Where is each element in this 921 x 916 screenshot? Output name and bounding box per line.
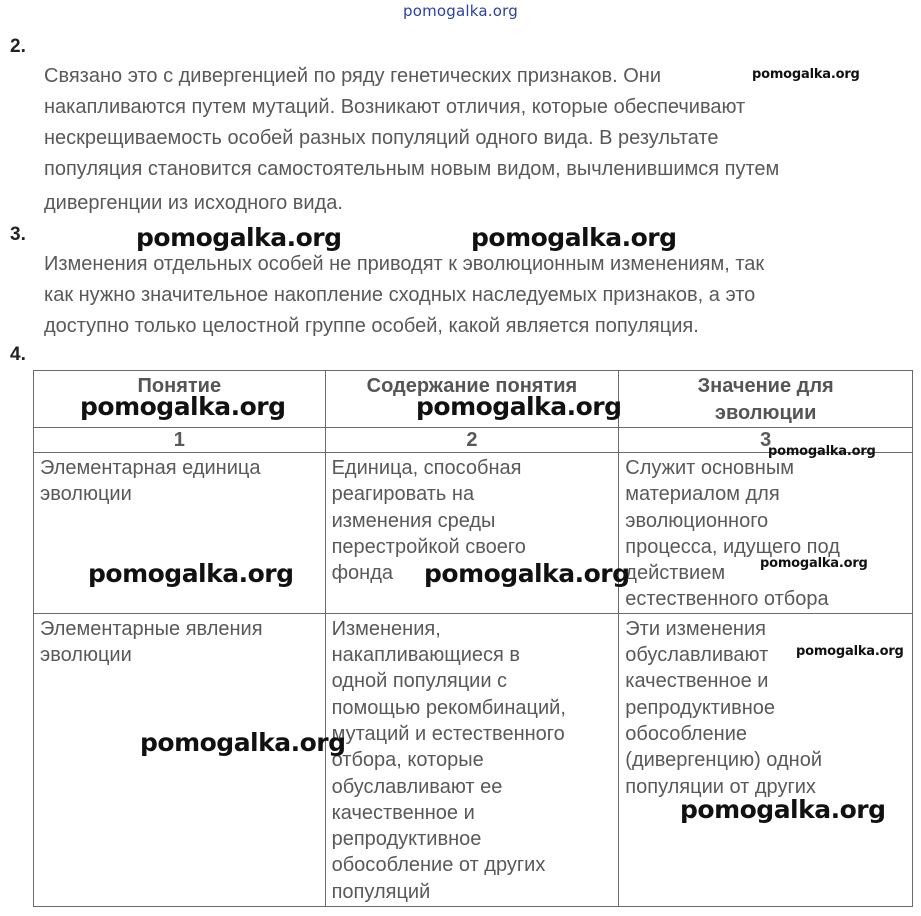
cell-line: Элементарная единица — [40, 457, 261, 479]
table-cell — [325, 613, 619, 906]
table-cell — [325, 453, 619, 614]
watermark: pomogalka.org — [80, 392, 286, 421]
watermark: pomogalka.org — [424, 559, 630, 588]
cell-line: (дивергенцию) одной — [625, 749, 822, 772]
cell-line: Единица, способная — [331, 457, 522, 479]
paragraph-line: популяция становится самостоятельным новым видом, вычленившимся путем — [44, 158, 780, 180]
cell-line: материалом для — [625, 483, 780, 506]
cell-line: Служит основным — [625, 457, 794, 479]
cell-line: отбора, которые — [331, 749, 484, 772]
header-line: эволюции — [714, 402, 817, 424]
cell-line: одной популяции с — [331, 670, 508, 693]
cell-line: фонда — [331, 562, 394, 585]
top-watermark: pomogalka.org — [403, 2, 518, 20]
column-index: 1 — [34, 428, 326, 453]
paragraph-line: Изменения отдельных особей не приводят к эволюционным изменениям, так — [44, 253, 765, 275]
table-row — [34, 453, 913, 614]
cell-line: изменения среды — [331, 509, 496, 532]
cell-line: качественное и — [331, 801, 475, 824]
paragraph-line: как нужно значительное накопление сходных наследуемых признаков, а это — [44, 284, 756, 306]
cell-line: естественного отбора — [625, 588, 829, 611]
table-cell — [34, 613, 326, 906]
paragraph-line: нескрещиваемость особей разных популяций одного вида. В результате — [44, 127, 719, 149]
watermark: pomogalka.org — [760, 556, 868, 571]
cell-line: процесса, идущего под — [625, 535, 840, 558]
cell-line: обособление — [625, 722, 748, 745]
cell-line: эволюции — [40, 644, 132, 667]
cell-line: перестройкой своего — [331, 535, 526, 558]
header-significance — [619, 371, 913, 428]
section-3-number: 3. — [10, 224, 26, 245]
cell-line: Элементарные явления — [40, 617, 263, 640]
watermark: pomogalka.org — [136, 223, 342, 252]
header-line: Значение для — [697, 375, 834, 397]
header-line: Содержание понятия — [366, 375, 578, 397]
watermark: pomogalka.org — [416, 392, 622, 421]
cell-line: обособление от других — [331, 854, 546, 877]
watermark: pomogalka.org — [752, 67, 860, 82]
cell-line: помощью рекомбинаций, — [331, 696, 566, 719]
cell-line: реагировать на — [331, 483, 475, 506]
watermark: pomogalka.org — [140, 728, 346, 757]
watermark: pomogalka.org — [680, 795, 886, 824]
cell-line: репродуктивное — [625, 696, 776, 719]
watermark: pomogalka.org — [88, 559, 294, 588]
cell-line: популяций — [331, 880, 431, 903]
cell-line: Эти изменения — [625, 617, 766, 640]
cell-line: накапливающиеся в — [331, 644, 521, 667]
table-row — [34, 613, 913, 906]
section-3-paragraph — [44, 249, 904, 342]
cell-line: популяции от других — [625, 775, 816, 798]
cell-line: обуславливают ее — [331, 775, 503, 798]
cell-line: мутаций и естественного — [331, 722, 565, 745]
table-cell — [34, 453, 326, 614]
column-index: 3 — [619, 428, 913, 453]
cell-line: обуславливают — [625, 644, 769, 667]
watermark: pomogalka.org — [471, 223, 677, 252]
paragraph-line: доступно только целостной группе особей, какой является популяция. — [44, 315, 699, 337]
paragraph-line: Связано это с дивергенцией по ряду генетических признаков. Они — [44, 65, 661, 87]
table-cell — [619, 453, 913, 614]
cell-line: Изменения, — [331, 617, 441, 640]
cell-line: качественное и — [625, 670, 769, 693]
cell-line: эволюции — [40, 483, 132, 506]
paragraph-line: накапливаются путем мутаций. Возникают отличия, которые обеспечивают — [44, 96, 746, 118]
cell-line: репродуктивное — [331, 828, 482, 851]
section-2-number: 2. — [10, 36, 26, 57]
cell-line: эволюционного — [625, 509, 769, 532]
watermark: pomogalka.org — [796, 644, 904, 659]
section-4-number: 4. — [10, 344, 26, 365]
cell-line: действием — [625, 562, 726, 585]
header-line: Понятие — [137, 375, 222, 397]
paragraph-line: дивергенции из исходного вида. — [44, 192, 343, 214]
watermark: pomogalka.org — [768, 444, 876, 459]
section-2-paragraph — [44, 61, 904, 219]
column-index: 2 — [325, 428, 619, 453]
